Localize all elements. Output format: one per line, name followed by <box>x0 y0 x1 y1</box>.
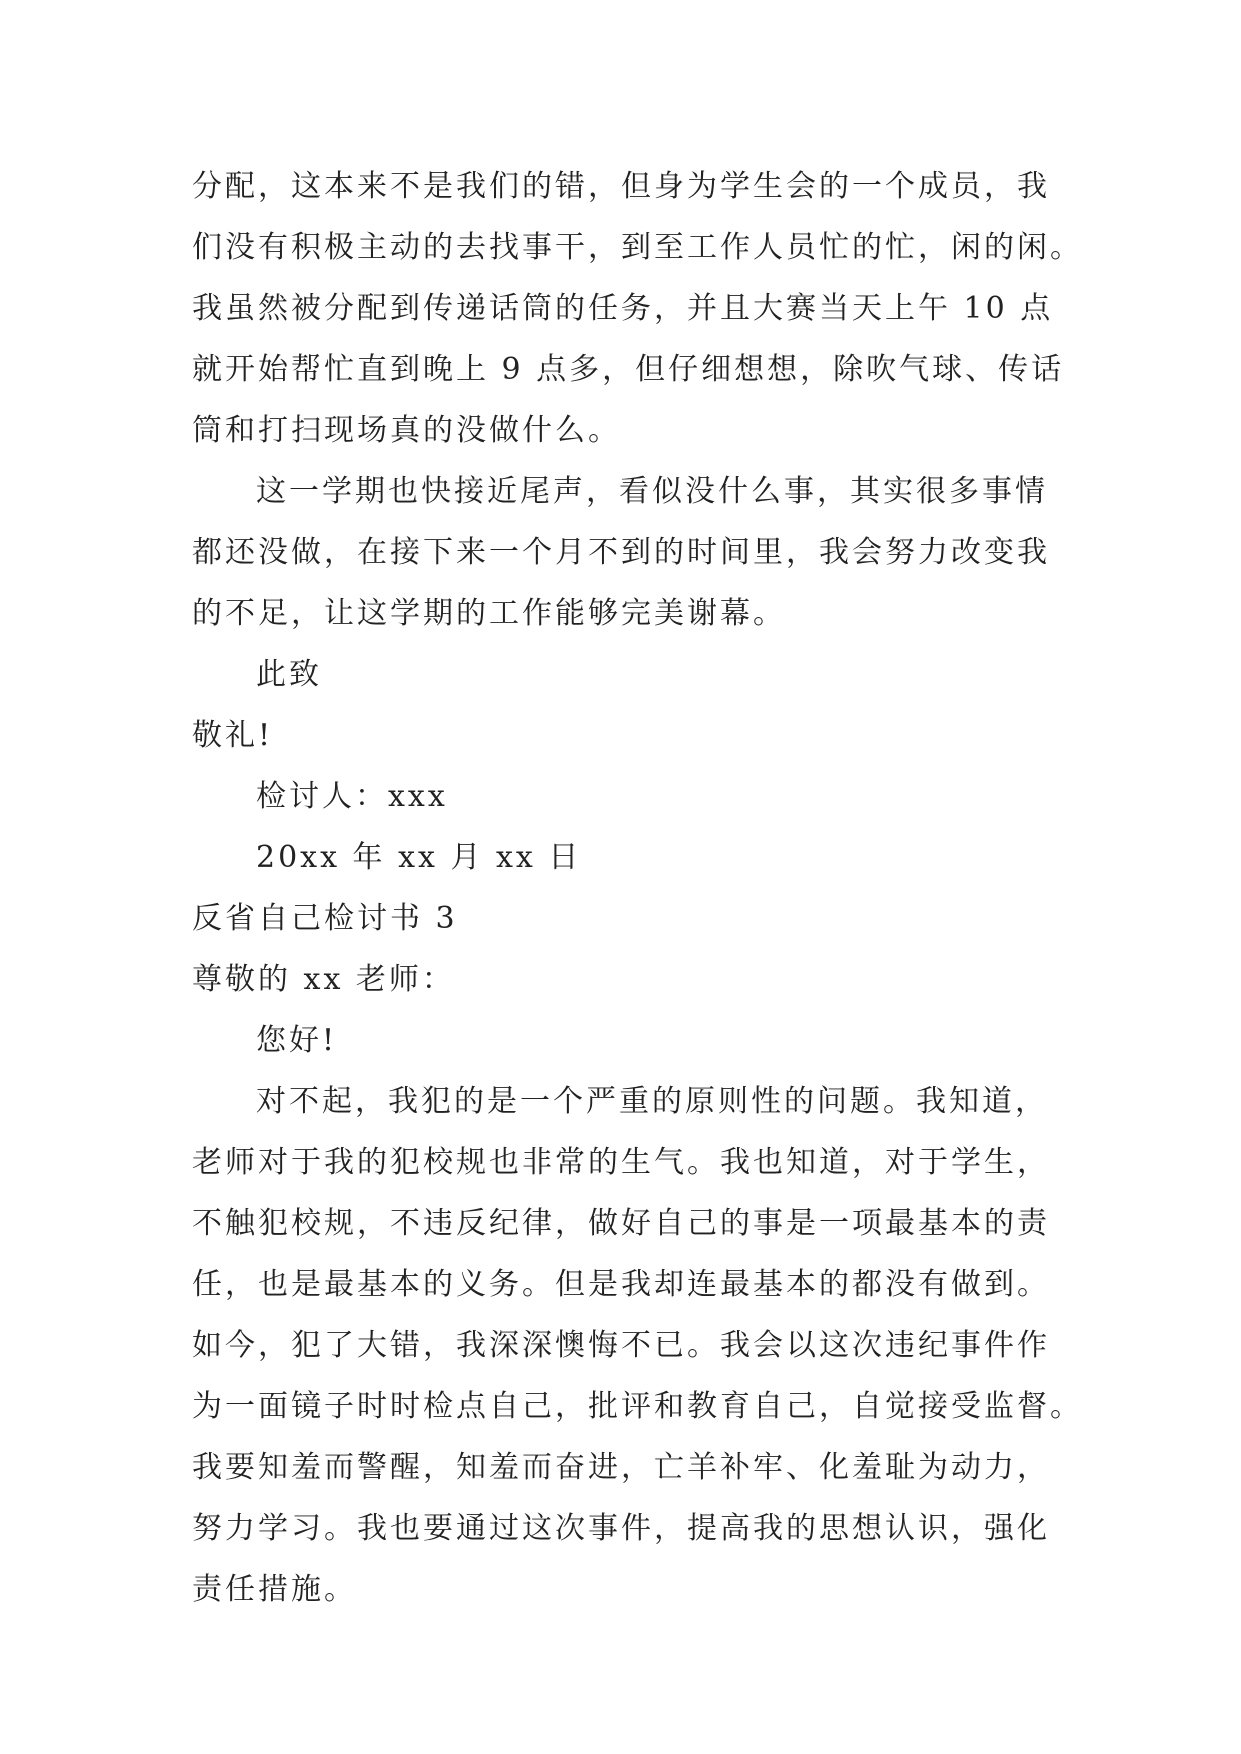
text-line: 为一面镜子时时检点自己，批评和教育自己，自觉接受监督。 <box>192 1389 1083 1424</box>
text-line: 们没有积极主动的去找事干，到至工作人员忙的忙，闲的闲。 <box>192 230 1083 265</box>
text-line: 如今，犯了大错，我深深懊悔不已。我会以这次违纪事件作 <box>192 1328 1050 1363</box>
signature-line: 检讨人：xxx <box>256 779 448 814</box>
text-line: 责任措施。 <box>192 1572 357 1607</box>
closing-respect: 敬礼! <box>192 718 274 753</box>
text-line: 就开始帮忙直到晚上 9 点多，但仔细想想，除吹气球、传话 <box>192 352 1065 387</box>
text-line: 筒和打扫现场真的没做什么。 <box>192 413 621 448</box>
section-title: 反省自己检讨书 3 <box>192 901 458 936</box>
text-line: 不触犯校规，不违反纪律，做好自己的事是一项最基本的责 <box>192 1206 1050 1241</box>
text-line: 我虽然被分配到传递话筒的任务，并且大赛当天上午 10 点 <box>192 291 1054 326</box>
text-line: 老师对于我的犯校规也非常的生气。我也知道，对于学生， <box>192 1145 1050 1180</box>
paragraph-start-line: 这一学期也快接近尾声，看似没什么事，其实很多事情 <box>256 474 1048 509</box>
text-line: 都还没做，在接下来一个月不到的时间里，我会努力改变我 <box>192 535 1050 570</box>
greeting-recipient: 尊敬的 xx 老师： <box>192 962 455 997</box>
text-line: 的不足，让这学期的工作能够完美谢幕。 <box>192 596 786 631</box>
document-body <box>192 156 1083 1620</box>
text-line: 我要知羞而警醒，知羞而奋进，亡羊补牢、化羞耻为动力， <box>192 1450 1050 1485</box>
closing-salutation: 此致 <box>256 657 322 692</box>
greeting-hello: 您好! <box>256 1023 338 1058</box>
text-line: 分配，这本来不是我们的错，但身为学生会的一个成员，我 <box>192 169 1050 204</box>
text-line: 任，也是最基本的义务。但是我却连最基本的都没有做到。 <box>192 1267 1050 1302</box>
paragraph-start-line: 对不起，我犯的是一个严重的原则性的问题。我知道， <box>256 1084 1048 1119</box>
text-line: 努力学习。我也要通过这次事件，提高我的思想认识，强化 <box>192 1511 1050 1546</box>
date-line: 20xx 年 xx 月 xx 日 <box>256 840 582 875</box>
